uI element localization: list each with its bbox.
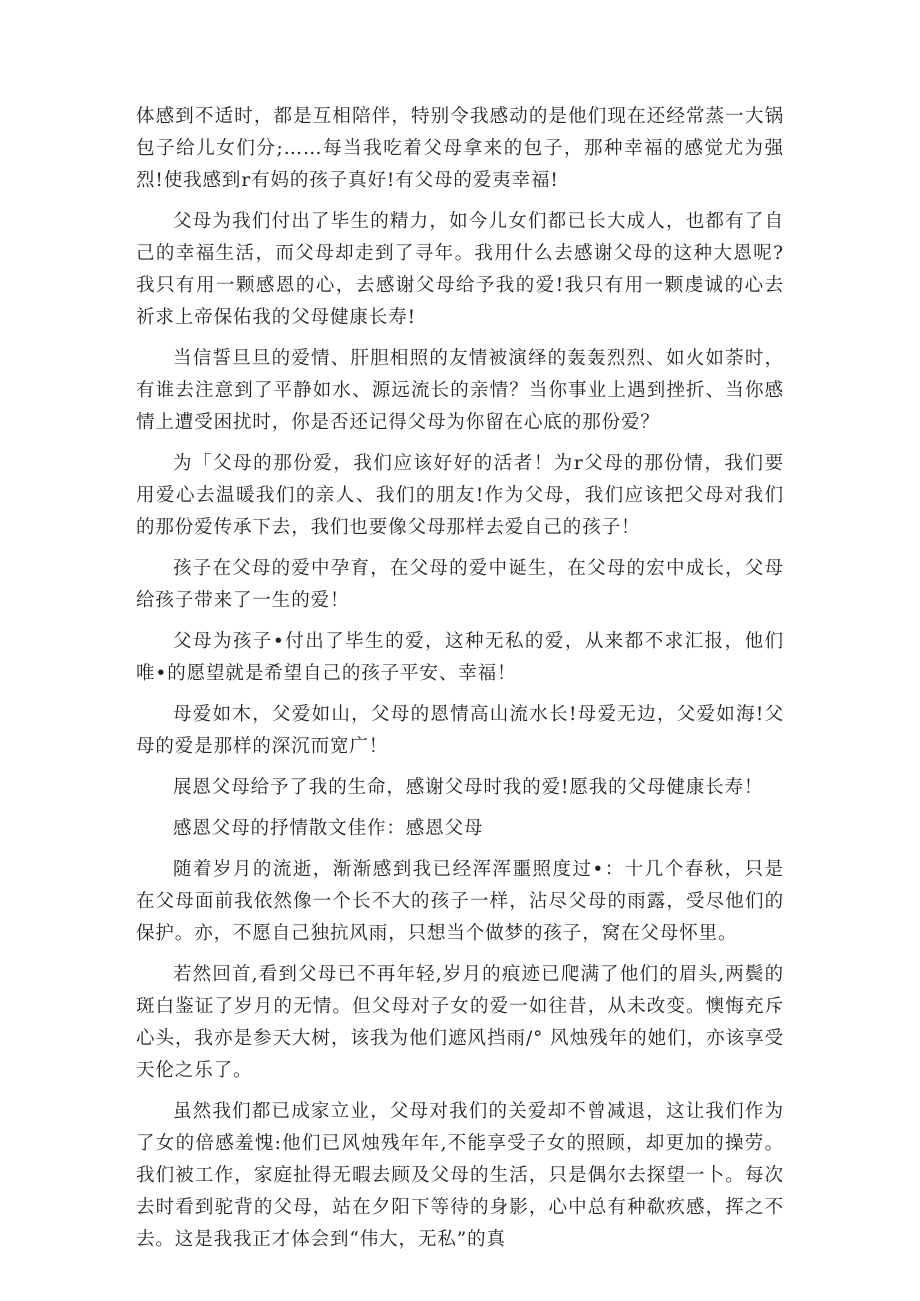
paragraph-4: 为「父母的那份爱，我们应该好好的活者！为r父母的那份情，我们要用爱心去温暖我们的亲人、我们的朋友!作为父母，我们应该把父母对我们的那份爱传承下去，我们也要像父母那样去爱自己的孩子！: [136, 453, 784, 538]
paragraph-11: 若然回首,看到父母已不再年轻,岁月的痕迹已爬满了他们的眉头,两鬓的斑白鉴证了岁月的无情。但父母对子女的爱一如往昔，从未改变。懊悔充斥心头，我亦是参天大树，该我为他们遮风挡雨/° 风烛残年的她们，亦该享受天伦之乐了。: [136, 964, 784, 1081]
paragraph-12: 虽然我们都已成家立业，父母对我们的关爱却不曾减退，这让我们作为了女的倍感羞愧:他们已风烛残年年,不能享受子女的照顾，却更加的操劳。我们被工作，家庭扯得无暇去顾及父母的生活，只是偶尔去探望一卜。每次去时看到驼背的父母，站在夕阳下等待的身影，心中总有种欷疚感，挥之不去。这是我我正才体会到“伟大，无私”的真: [136, 1101, 784, 1250]
section-heading: 感恩父母的抒情散文佳作：感恩父母: [173, 818, 484, 839]
article-body: [136, 101, 784, 1265]
paragraph-6: 父母为孩子•付出了毕生的爱，这种无私的爱，从来都不求汇报，他们唯•的愿望就是希望自己的孩子平安、幸福！: [136, 631, 784, 684]
paragraph-8: 展恩父母给予了我的生命，感谢父母时我的爱!愿我的父母健康长寿！: [173, 777, 764, 798]
paragraph-1: 体感到不适时，都是互相陪伴，特别令我感动的是他们现在还经常蒸一大锅包子给儿女们分;……每当我吃着父母拿来的包子，那种幸福的感觉尤为强烈!使我感到r有妈的孩子真好!有父母的爱夷幸福!: [136, 106, 784, 191]
paragraph-5: 孩子在父母的爱中孕育，在父母的爱中诞生，在父母的宏中成长，父母给孩子带来了一生的爱！: [136, 558, 784, 611]
paragraph-10: 随着岁月的流逝，渐渐感到我已经浑浑噩照度过•：十几个春秋，只是在父母面前我依然像一个长不大的孩子一样，沾尽父母的雨露，受尽他们的保护。亦，不愿自己独抗风雨，只想当个做梦的孩子，窝在父母怀里。: [136, 859, 784, 944]
paragraph-2: 父母为我们付出了毕生的精力，如今儿女们都已长大成人，也都有了自己的幸福生活，而父母却走到了寻年。我用什么去感谢父母的这种大恩呢?我只有用一颗感恩的心，去感谢父母给予我的爱!我只有用一颗虔诚的心去祈求上帝保佑我的父母健康长寿!: [136, 211, 784, 328]
paragraph-3: 当信誓旦旦的爱情、肝胆相照的友情被演绎的轰轰烈烈、如火如荼时，有谁去注意到了平静如水、源远流长的亲情？当你事业上遇到挫折、当你感情上遭受困扰时，你是否还记得父母为你留在心底的那份爱？: [136, 348, 784, 433]
paragraph-7: 母爱如木，父爱如山，父母的恩情高山流水长!母爱无边，父爱如海!父母的爱是那样的深沉而宽广！: [136, 704, 784, 757]
